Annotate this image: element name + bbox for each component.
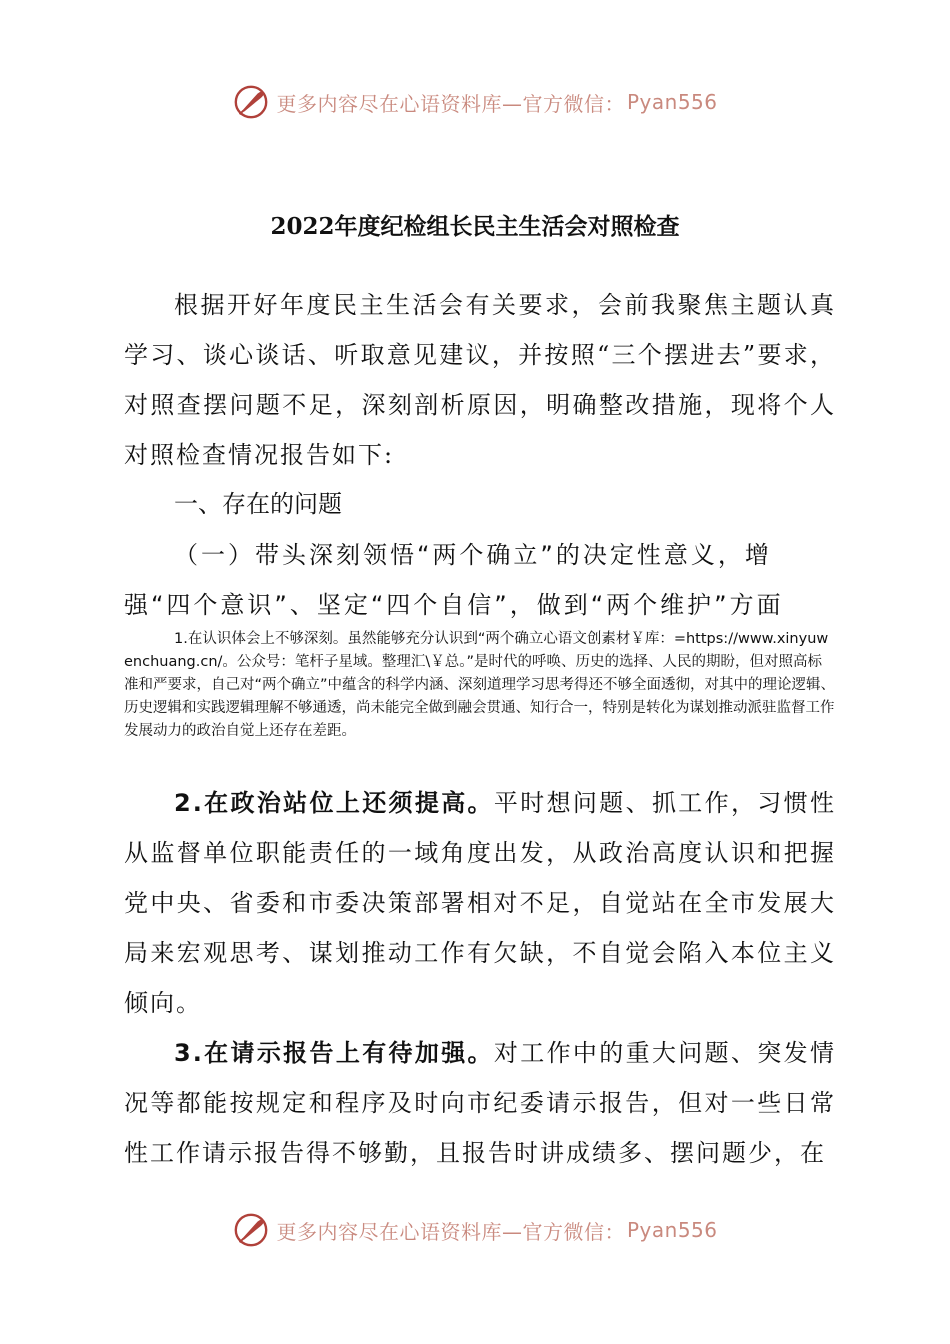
subsection-heading: （一）带头深刻领悟“两个确立”的决定性意义，增强“四个意识”、坚定“四个自信”，做到“两个维护”方面: [124, 541, 784, 619]
quill-logo-icon: [232, 1211, 270, 1249]
watermark-wechat-id: Pyan556: [626, 1218, 718, 1242]
document-title: 2022年度纪检组长民主生活会对照检查: [270, 213, 680, 240]
section-heading-problems: 一、存在的问题: [174, 490, 342, 518]
watermark-site-text: 更多内容尽在心语资料库—官方微信：: [276, 1219, 625, 1244]
item-2-text: 平时想问题、抓工作，习惯性从监督单位职能责任的一域角度出发，从政治高度认识和把握党中央、省委和市委决策部署相对不足，自觉站在全市发展大局来宏观思考、谋划推动工作有欠缺，不自觉会陷入本位主义倾向。: [124, 789, 836, 1017]
item-3-paragraph: [124, 1028, 836, 1178]
item-1-paragraph: 1.在认识体会上不够深刻。虽然能够充分认识到“两个确立心语文创素材￥库：=https://www.xinyuwenchuang.cn/。公众号：笔杆子星域。整理汇\￥总。”是时代的呼唤、历史的选择、人民的期盼，但对照高标准和严要求，自己对“两个确立”中蕴含的科学内涵、深刻道理学习思考得还不够全面透彻，对其中的理论逻辑、历史逻辑和实践逻辑理解不够通透，尚未能完全做到融会贯通、知行合一，特别是转化为谋划推动派驻监督工作发展动力的政治自觉上还存在差距。: [124, 631, 836, 739]
intro-paragraph: 根据开好年度民主生活会有关要求，会前我聚焦主题认真学习、谈心谈话、听取意见建议，并按照“三个摆进去”要求，对照查摆问题不足，深刻剖析原因，明确整改措施，现将个人对照检查情况报告如下:: [124, 291, 836, 469]
item-2-paragraph: [124, 778, 836, 1028]
item-2-lead: 2.在政治站位上还须提高。: [174, 789, 494, 817]
item-3-lead: 3.在请示报告上有待加强。: [174, 1039, 494, 1067]
watermark-wechat-id: Pyan556: [626, 90, 718, 114]
header-watermark: [0, 82, 950, 122]
watermark-site-text: 更多内容尽在心语资料库—官方微信：: [276, 91, 625, 116]
item-3-text: 对工作中的重大问题、突发情况等都能按规定和程序及时向市纪委请示报告，但对一些日常性工作请示报告得不够勤，且报告时讲成绩多、摆问题少，在: [124, 1039, 836, 1167]
quill-logo-icon: [232, 83, 270, 121]
footer-watermark: [0, 1210, 950, 1250]
